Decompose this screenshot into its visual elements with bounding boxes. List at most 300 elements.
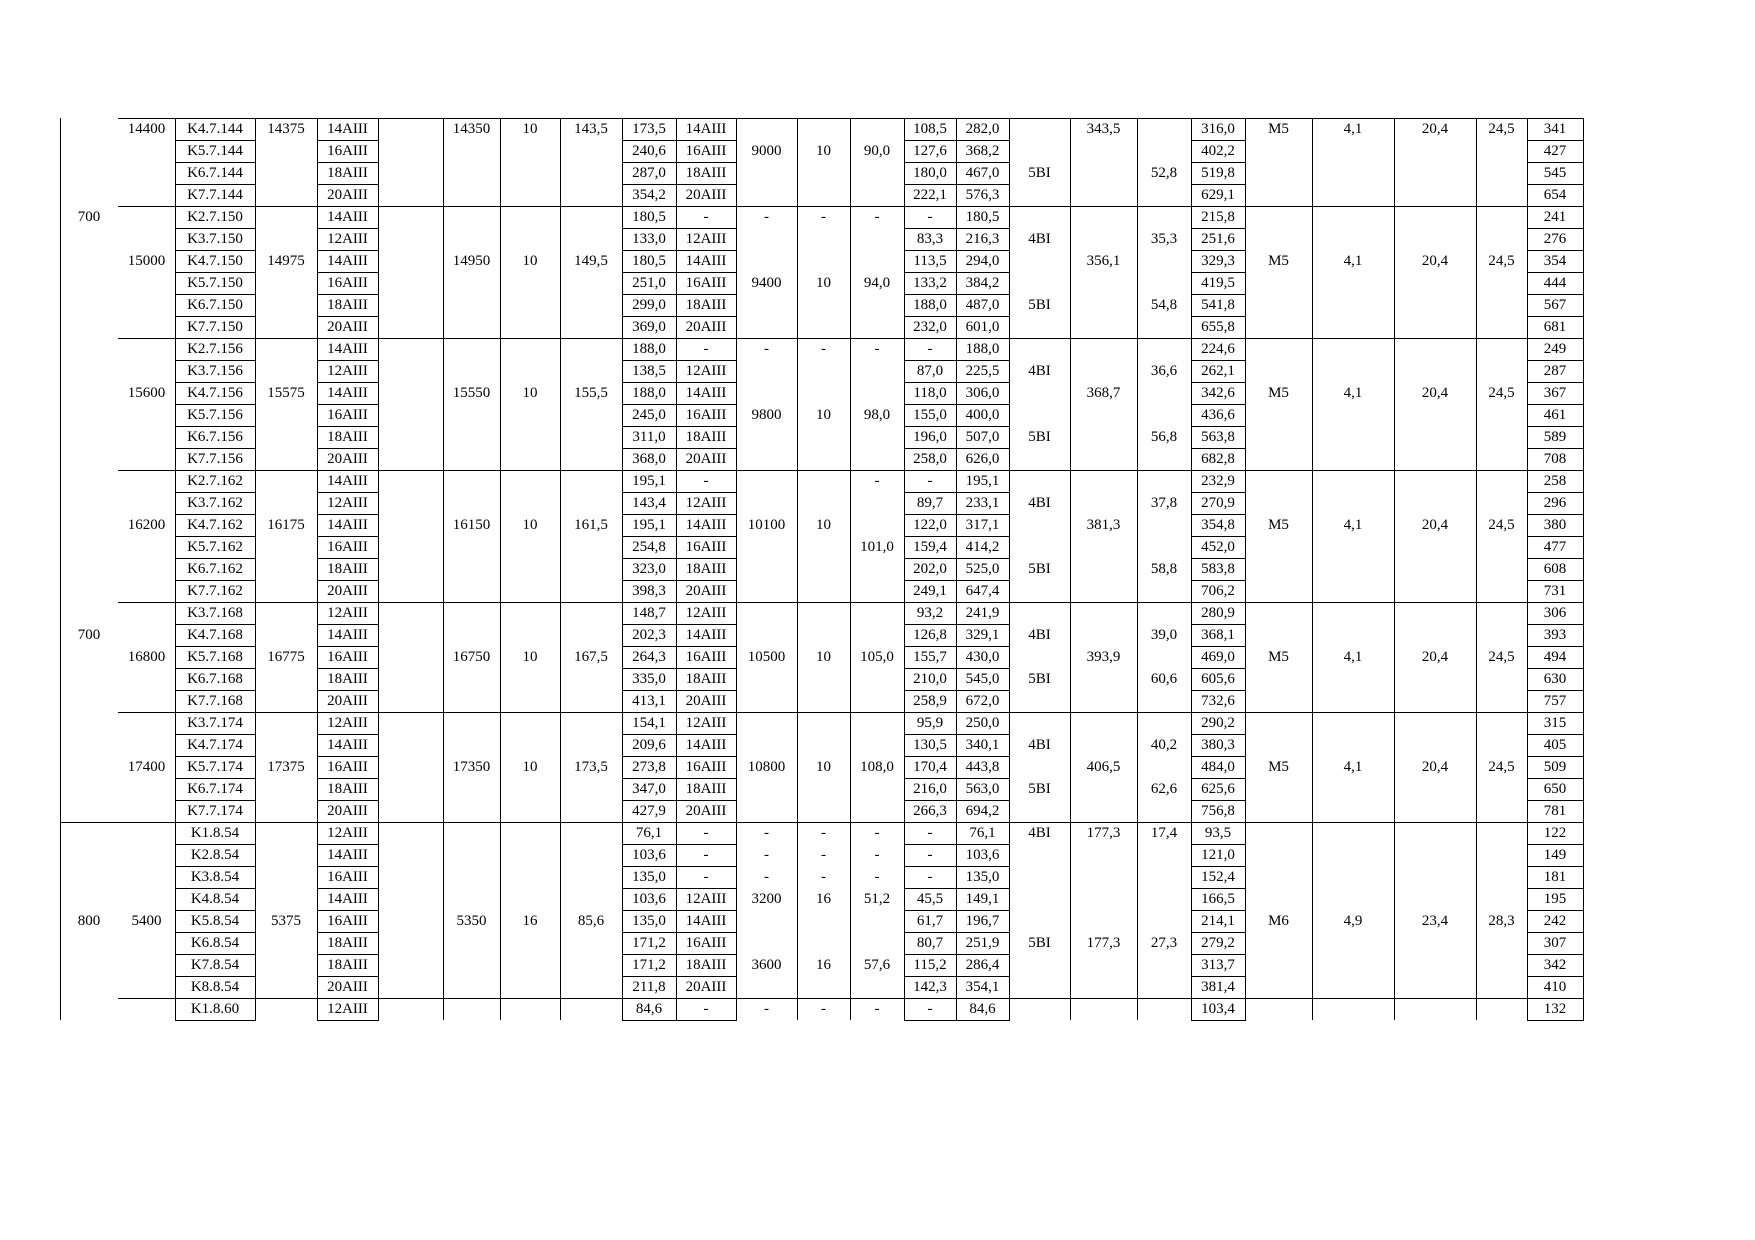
mass-4-cell: 576,3 xyxy=(965,187,1000,203)
cell-border xyxy=(1191,250,1246,251)
rebar-2-cell: - xyxy=(703,825,709,841)
cell-border xyxy=(904,448,957,449)
cell-border xyxy=(622,998,677,999)
mass-2-cell: - xyxy=(874,825,880,841)
mass-1-cell: 251,0 xyxy=(632,275,666,291)
rebar-2-cell: 18AIII xyxy=(685,561,727,577)
sum-cell: 563,8 xyxy=(1201,429,1235,445)
sum-cell: 290,2 xyxy=(1201,715,1235,731)
rebar-cell: 18AIII xyxy=(327,297,368,313)
cell-border xyxy=(1527,360,1584,361)
sum-cell: 381,4 xyxy=(1201,979,1235,995)
param-a-value: 4,1 xyxy=(1343,385,1363,401)
h-700-label: 700 xyxy=(77,627,101,643)
cell-border xyxy=(1527,294,1584,295)
cell-border xyxy=(1191,690,1246,691)
param-b-value: 20,4 xyxy=(1421,759,1449,775)
cell-border xyxy=(956,668,1010,669)
mark-cell: K5.7.168 xyxy=(187,649,243,665)
cell-border xyxy=(904,646,957,647)
length-3-cell: - xyxy=(764,847,769,863)
cell-border xyxy=(956,382,1010,383)
cell-border xyxy=(175,250,256,251)
grade-value: M6 xyxy=(1268,913,1289,929)
cell-border xyxy=(622,514,677,515)
bi-mark-cell: 4BI xyxy=(1028,363,1051,379)
cell-border xyxy=(904,162,957,163)
grid-line xyxy=(60,118,61,1020)
mass-3-cell: 130,5 xyxy=(913,737,947,753)
length-2-value: 5350 xyxy=(456,913,487,929)
bi-value-cell: 56,8 xyxy=(1150,429,1178,445)
cell-border xyxy=(317,206,379,207)
mass-4-cell: 400,0 xyxy=(965,407,1000,423)
mass-3-cell: 222,1 xyxy=(913,187,947,203)
cell-border xyxy=(1527,800,1584,801)
mass-3-cell: - xyxy=(927,825,933,841)
cell-border xyxy=(175,954,256,955)
rebar-cell: 14AIII xyxy=(327,891,368,907)
cell-border xyxy=(317,910,379,911)
cell-border xyxy=(676,558,737,559)
sum-cell: 541,8 xyxy=(1201,297,1235,313)
bi-value-cell: 52,8 xyxy=(1150,165,1178,181)
sum-cell: 706,2 xyxy=(1201,583,1235,599)
mass-value: 155,5 xyxy=(574,385,608,401)
bi-mass-cell: 177,3 xyxy=(1086,935,1121,951)
mass-2-cell: 105,0 xyxy=(860,649,894,665)
cell-border xyxy=(956,360,1010,361)
rebar-2-cell: 16AIII xyxy=(685,275,727,291)
count-2-cell: 10 xyxy=(816,517,831,533)
cell-border xyxy=(175,536,256,537)
cell-border xyxy=(622,162,677,163)
cell-border xyxy=(1527,492,1584,493)
cell-border xyxy=(175,756,256,757)
mass-2-cell: 108,0 xyxy=(860,759,894,775)
cell-border xyxy=(175,932,256,933)
sum-cell: 583,8 xyxy=(1201,561,1235,577)
total-cell: 757 xyxy=(1543,693,1567,709)
bi-mark-cell: 4BI xyxy=(1028,737,1051,753)
rebar-cell: 20AIII xyxy=(327,187,368,203)
rebar-2-cell: 18AIII xyxy=(685,297,727,313)
mark-cell: K3.7.156 xyxy=(187,363,243,379)
cell-border xyxy=(1191,976,1246,977)
cell-border xyxy=(317,492,379,493)
group-separator xyxy=(60,822,1583,823)
length-3-cell: 10800 xyxy=(747,759,786,775)
mass-3-cell: 127,6 xyxy=(913,143,947,159)
total-cell: 276 xyxy=(1543,231,1567,247)
cell-border xyxy=(1527,338,1584,339)
cell-border xyxy=(676,448,737,449)
cell-border xyxy=(904,426,957,427)
count-2-cell: 10 xyxy=(816,407,831,423)
count-value: 16 xyxy=(522,913,538,929)
total-cell: 296 xyxy=(1543,495,1567,511)
param-c-value: 24,5 xyxy=(1488,517,1515,533)
bi-mark-cell: 5BI xyxy=(1028,781,1051,797)
cell-border xyxy=(317,646,379,647)
rebar-cell: 18AIII xyxy=(327,935,368,951)
cell-border xyxy=(676,976,737,977)
total-cell: 380 xyxy=(1543,517,1567,533)
bi-mass-value: 393,9 xyxy=(1086,649,1121,665)
cell-border xyxy=(1527,932,1584,933)
param-c-value: 24,5 xyxy=(1488,759,1515,775)
mass-3-cell: 89,7 xyxy=(916,495,944,511)
cell-border xyxy=(676,822,737,823)
count-2-cell: - xyxy=(821,825,826,841)
count-value: 10 xyxy=(522,517,538,533)
cell-border xyxy=(904,910,957,911)
cell-border xyxy=(1527,756,1584,757)
mass-4-cell: 672,0 xyxy=(965,693,1000,709)
cell-border xyxy=(622,404,677,405)
cell-border xyxy=(904,206,957,207)
cell-border xyxy=(622,140,677,141)
mass-1-cell: 354,2 xyxy=(632,187,666,203)
cell-border xyxy=(956,1020,1010,1021)
table-top-border xyxy=(118,118,1583,119)
cell-border xyxy=(317,162,379,163)
mass-3-cell: 188,0 xyxy=(913,297,947,313)
cell-border xyxy=(317,272,379,273)
cell-border xyxy=(1191,602,1246,603)
param-b-value: 20,4 xyxy=(1421,649,1449,665)
cell-border xyxy=(956,822,1010,823)
mass-4-cell: 340,1 xyxy=(965,737,1000,753)
cell-border xyxy=(904,778,957,779)
cell-border xyxy=(1191,382,1246,383)
rebar-cell: 16AIII xyxy=(327,649,368,665)
mass-4-cell: 251,9 xyxy=(965,935,1000,951)
sum-cell: 402,2 xyxy=(1201,143,1235,159)
rebar-2-cell: - xyxy=(703,847,709,863)
mass-1-cell: 240,6 xyxy=(632,143,666,159)
sum-cell: 215,8 xyxy=(1201,209,1235,225)
cell-border xyxy=(676,470,737,471)
rebar-2-cell: 14AIII xyxy=(685,253,727,269)
mass-4-cell: 250,0 xyxy=(965,715,1000,731)
cell-border xyxy=(956,756,1010,757)
mass-4-cell: 384,2 xyxy=(965,275,1000,291)
total-cell: 307 xyxy=(1543,935,1567,951)
cell-border xyxy=(622,206,677,207)
cell-border xyxy=(956,404,1010,405)
mark-cell: K4.7.174 xyxy=(187,737,243,753)
rebar-2-cell: 14AIII xyxy=(685,121,727,137)
length-1-value: 16175 xyxy=(267,517,305,533)
cell-border xyxy=(904,932,957,933)
cell-border xyxy=(904,470,957,471)
cell-border xyxy=(317,316,379,317)
cell-border xyxy=(676,316,737,317)
rebar-2-cell: 16AIII xyxy=(685,759,727,775)
count-2-cell: 10 xyxy=(816,275,831,291)
sum-cell: 342,6 xyxy=(1201,385,1235,401)
total-cell: 731 xyxy=(1543,583,1567,599)
cell-border xyxy=(317,470,379,471)
rebar-cell: 14AIII xyxy=(327,847,368,863)
bi-mark-cell: 5BI xyxy=(1028,297,1051,313)
mass-1-cell: 299,0 xyxy=(632,297,666,313)
cell-border xyxy=(622,426,677,427)
mass-4-cell: 216,3 xyxy=(965,231,1000,247)
mass-4-cell: 430,0 xyxy=(965,649,1000,665)
total-cell: 589 xyxy=(1543,429,1567,445)
cell-border xyxy=(904,602,957,603)
cell-border xyxy=(317,734,379,735)
bi-mark-cell: 4BI xyxy=(1028,627,1051,643)
cell-border xyxy=(1527,272,1584,273)
mass-4-cell: 368,2 xyxy=(965,143,1000,159)
sum-cell: 629,1 xyxy=(1201,187,1235,203)
cell-border xyxy=(904,316,957,317)
rebar-2-cell: 16AIII xyxy=(685,935,727,951)
length-3-cell: - xyxy=(764,341,769,357)
rebar-2-cell: 14AIII xyxy=(685,517,727,533)
cell-border xyxy=(676,514,737,515)
sum-cell: 166,5 xyxy=(1201,891,1235,907)
rebar-cell: 20AIII xyxy=(327,693,368,709)
rebar-2-cell: 18AIII xyxy=(685,957,727,973)
count-2-cell: 10 xyxy=(816,759,831,775)
sum-cell: 605,6 xyxy=(1201,671,1235,687)
cell-border xyxy=(317,426,379,427)
grade-value: M5 xyxy=(1268,253,1289,269)
mark-cell: K5.8.54 xyxy=(190,913,240,929)
cell-border xyxy=(1527,998,1584,999)
cell-border xyxy=(1527,558,1584,559)
param-a-value: 4,1 xyxy=(1343,759,1363,775)
cell-border xyxy=(1527,184,1584,185)
bi-value-cell: 40,2 xyxy=(1150,737,1178,753)
cell-border xyxy=(175,910,256,911)
cell-border xyxy=(1191,228,1246,229)
mark-cell: K7.7.144 xyxy=(187,187,243,203)
rebar-2-cell: 12AIII xyxy=(685,495,727,511)
sum-cell: 121,0 xyxy=(1201,847,1235,863)
cell-border xyxy=(1191,800,1246,801)
rebar-cell: 14AIII xyxy=(327,341,368,357)
cell-border xyxy=(622,1020,677,1021)
mass-4-cell: 135,0 xyxy=(965,869,1000,885)
mark-cell: K4.7.144 xyxy=(187,121,243,137)
mass-3-cell: 196,0 xyxy=(913,429,947,445)
mass-1-cell: 264,3 xyxy=(632,649,666,665)
rebar-cell: 16AIII xyxy=(327,407,368,423)
mass-4-cell: 180,5 xyxy=(965,209,1000,225)
mass-value: 143,5 xyxy=(574,121,608,137)
cell-border xyxy=(956,800,1010,801)
mass-1-cell: 335,0 xyxy=(632,671,666,687)
cell-border xyxy=(676,778,737,779)
cell-border xyxy=(676,294,737,295)
mass-1-cell: 188,0 xyxy=(632,341,666,357)
bi-mark-cell: 5BI xyxy=(1028,671,1051,687)
sum-cell: 354,8 xyxy=(1201,517,1235,533)
cell-border xyxy=(175,734,256,735)
mass-3-cell: 122,0 xyxy=(913,517,947,533)
grade-value: M5 xyxy=(1268,649,1289,665)
cell-border xyxy=(956,294,1010,295)
cell-border xyxy=(317,844,379,845)
rebar-cell: 18AIII xyxy=(327,781,368,797)
mass-4-cell: 647,4 xyxy=(965,583,1000,599)
total-cell: 781 xyxy=(1543,803,1567,819)
total-cell: 132 xyxy=(1543,1001,1567,1017)
bi-value-cell: 58,8 xyxy=(1150,561,1178,577)
cell-border xyxy=(622,734,677,735)
sum-cell: 484,0 xyxy=(1201,759,1235,775)
rebar-2-cell: 14AIII xyxy=(685,627,727,643)
sum-cell: 368,1 xyxy=(1201,627,1235,643)
cell-border xyxy=(1191,184,1246,185)
count-2-cell: 16 xyxy=(816,891,831,907)
rebar-cell: 12AIII xyxy=(327,363,368,379)
cell-border xyxy=(175,998,256,999)
total-cell: 461 xyxy=(1543,407,1567,423)
mass-4-cell: 241,9 xyxy=(965,605,1000,621)
param-b-value: 20,4 xyxy=(1421,253,1449,269)
rebar-cell: 20AIII xyxy=(327,451,368,467)
sum-cell: 280,9 xyxy=(1201,605,1235,621)
cell-border xyxy=(175,624,256,625)
cell-border xyxy=(622,316,677,317)
bi-mark-cell: 4BI xyxy=(1028,231,1051,247)
cell-border xyxy=(1191,536,1246,537)
rebar-cell: 16AIII xyxy=(327,759,368,775)
cell-border xyxy=(676,250,737,251)
mass-2-cell: - xyxy=(874,869,880,885)
mark-cell: K8.8.54 xyxy=(190,979,240,995)
total-cell: 654 xyxy=(1543,187,1567,203)
mark-cell: K6.7.156 xyxy=(187,429,243,445)
cell-border xyxy=(1191,932,1246,933)
sum-cell: 270,9 xyxy=(1201,495,1235,511)
cell-border xyxy=(676,580,737,581)
rebar-cell: 16AIII xyxy=(327,143,368,159)
cell-border xyxy=(1191,426,1246,427)
cell-border xyxy=(317,404,379,405)
cell-border xyxy=(1191,668,1246,669)
grade-value: M5 xyxy=(1268,385,1289,401)
rebar-cell: 12AIII xyxy=(327,495,368,511)
cell-border xyxy=(1191,778,1246,779)
cell-border xyxy=(904,866,957,867)
cell-border xyxy=(1527,712,1584,713)
mass-1-cell: 76,1 xyxy=(635,825,663,841)
cell-border xyxy=(956,998,1010,999)
cell-border xyxy=(175,294,256,295)
mass-3-cell: 180,0 xyxy=(913,165,947,181)
rebar-2-cell: - xyxy=(703,473,709,489)
cell-border xyxy=(1191,756,1246,757)
rebar-2-cell: 20AIII xyxy=(685,803,727,819)
cell-border xyxy=(622,866,677,867)
rebar-2-cell: 18AIII xyxy=(685,671,727,687)
cell-border xyxy=(317,338,379,339)
cell-border xyxy=(956,162,1010,163)
cell-border xyxy=(175,316,256,317)
mass-2-cell: 94,0 xyxy=(863,275,891,291)
cell-border xyxy=(622,338,677,339)
cell-border xyxy=(1527,866,1584,867)
param-b-value: 20,4 xyxy=(1421,385,1449,401)
cell-border xyxy=(1527,448,1584,449)
mass-1-cell: 211,8 xyxy=(632,979,666,995)
mass-4-cell: 149,1 xyxy=(965,891,1000,907)
mass-2-cell: - xyxy=(874,209,880,225)
mass-1-cell: 323,0 xyxy=(632,561,666,577)
mass-4-cell: 103,6 xyxy=(965,847,1000,863)
cell-border xyxy=(1191,162,1246,163)
mass-3-cell: 115,2 xyxy=(913,957,947,973)
mass-3-cell: 210,0 xyxy=(913,671,947,687)
cell-border xyxy=(956,580,1010,581)
cell-border xyxy=(175,822,256,823)
rebar-2-cell: - xyxy=(703,341,709,357)
cell-border xyxy=(956,470,1010,471)
cell-border xyxy=(622,448,677,449)
total-cell: 393 xyxy=(1543,627,1567,643)
mass-3-cell: 95,9 xyxy=(916,715,944,731)
cell-border xyxy=(676,602,737,603)
bi-mark-cell: 5BI xyxy=(1028,429,1051,445)
rebar-2-cell: - xyxy=(703,1001,709,1017)
cell-border xyxy=(317,250,379,251)
cell-border xyxy=(956,602,1010,603)
count-value: 10 xyxy=(522,121,538,137)
mass-1-cell: 287,0 xyxy=(632,165,666,181)
mark-cell: K6.7.168 xyxy=(187,671,243,687)
mass-4-cell: 195,1 xyxy=(965,473,1000,489)
bi-mark-cell: 5BI xyxy=(1028,561,1051,577)
specification-table xyxy=(60,118,1705,1118)
total-cell: 149 xyxy=(1543,847,1567,863)
mass-3-cell: - xyxy=(927,1001,933,1017)
rebar-cell: 20AIII xyxy=(327,979,368,995)
mass-4-cell: 282,0 xyxy=(965,121,1000,137)
mark-cell: K3.7.168 xyxy=(187,605,243,621)
mass-3-cell: 216,0 xyxy=(913,781,947,797)
cell-border xyxy=(904,360,957,361)
total-cell: 405 xyxy=(1543,737,1567,753)
mass-1-cell: 398,3 xyxy=(632,583,666,599)
rebar-cell: 14AIII xyxy=(327,517,368,533)
cell-border xyxy=(622,690,677,691)
mass-1-cell: 347,0 xyxy=(632,781,666,797)
mass-4-cell: 563,0 xyxy=(965,781,1000,797)
cell-border xyxy=(1191,910,1246,911)
total-cell: 242 xyxy=(1543,913,1567,929)
length-2-value: 14950 xyxy=(452,253,491,269)
cell-border xyxy=(956,140,1010,141)
cell-border xyxy=(317,932,379,933)
bi-mass-value: 406,5 xyxy=(1086,759,1121,775)
mark-cell: K7.7.156 xyxy=(187,451,243,467)
mass-1-cell: 413,1 xyxy=(632,693,666,709)
rebar-2-cell: 14AIII xyxy=(685,913,727,929)
bi-mass-value: 381,3 xyxy=(1086,517,1121,533)
cell-border xyxy=(175,580,256,581)
cell-border xyxy=(1191,844,1246,845)
cell-border xyxy=(317,690,379,691)
mass-1-cell: 254,8 xyxy=(632,539,666,555)
length-3-cell: - xyxy=(764,825,769,841)
